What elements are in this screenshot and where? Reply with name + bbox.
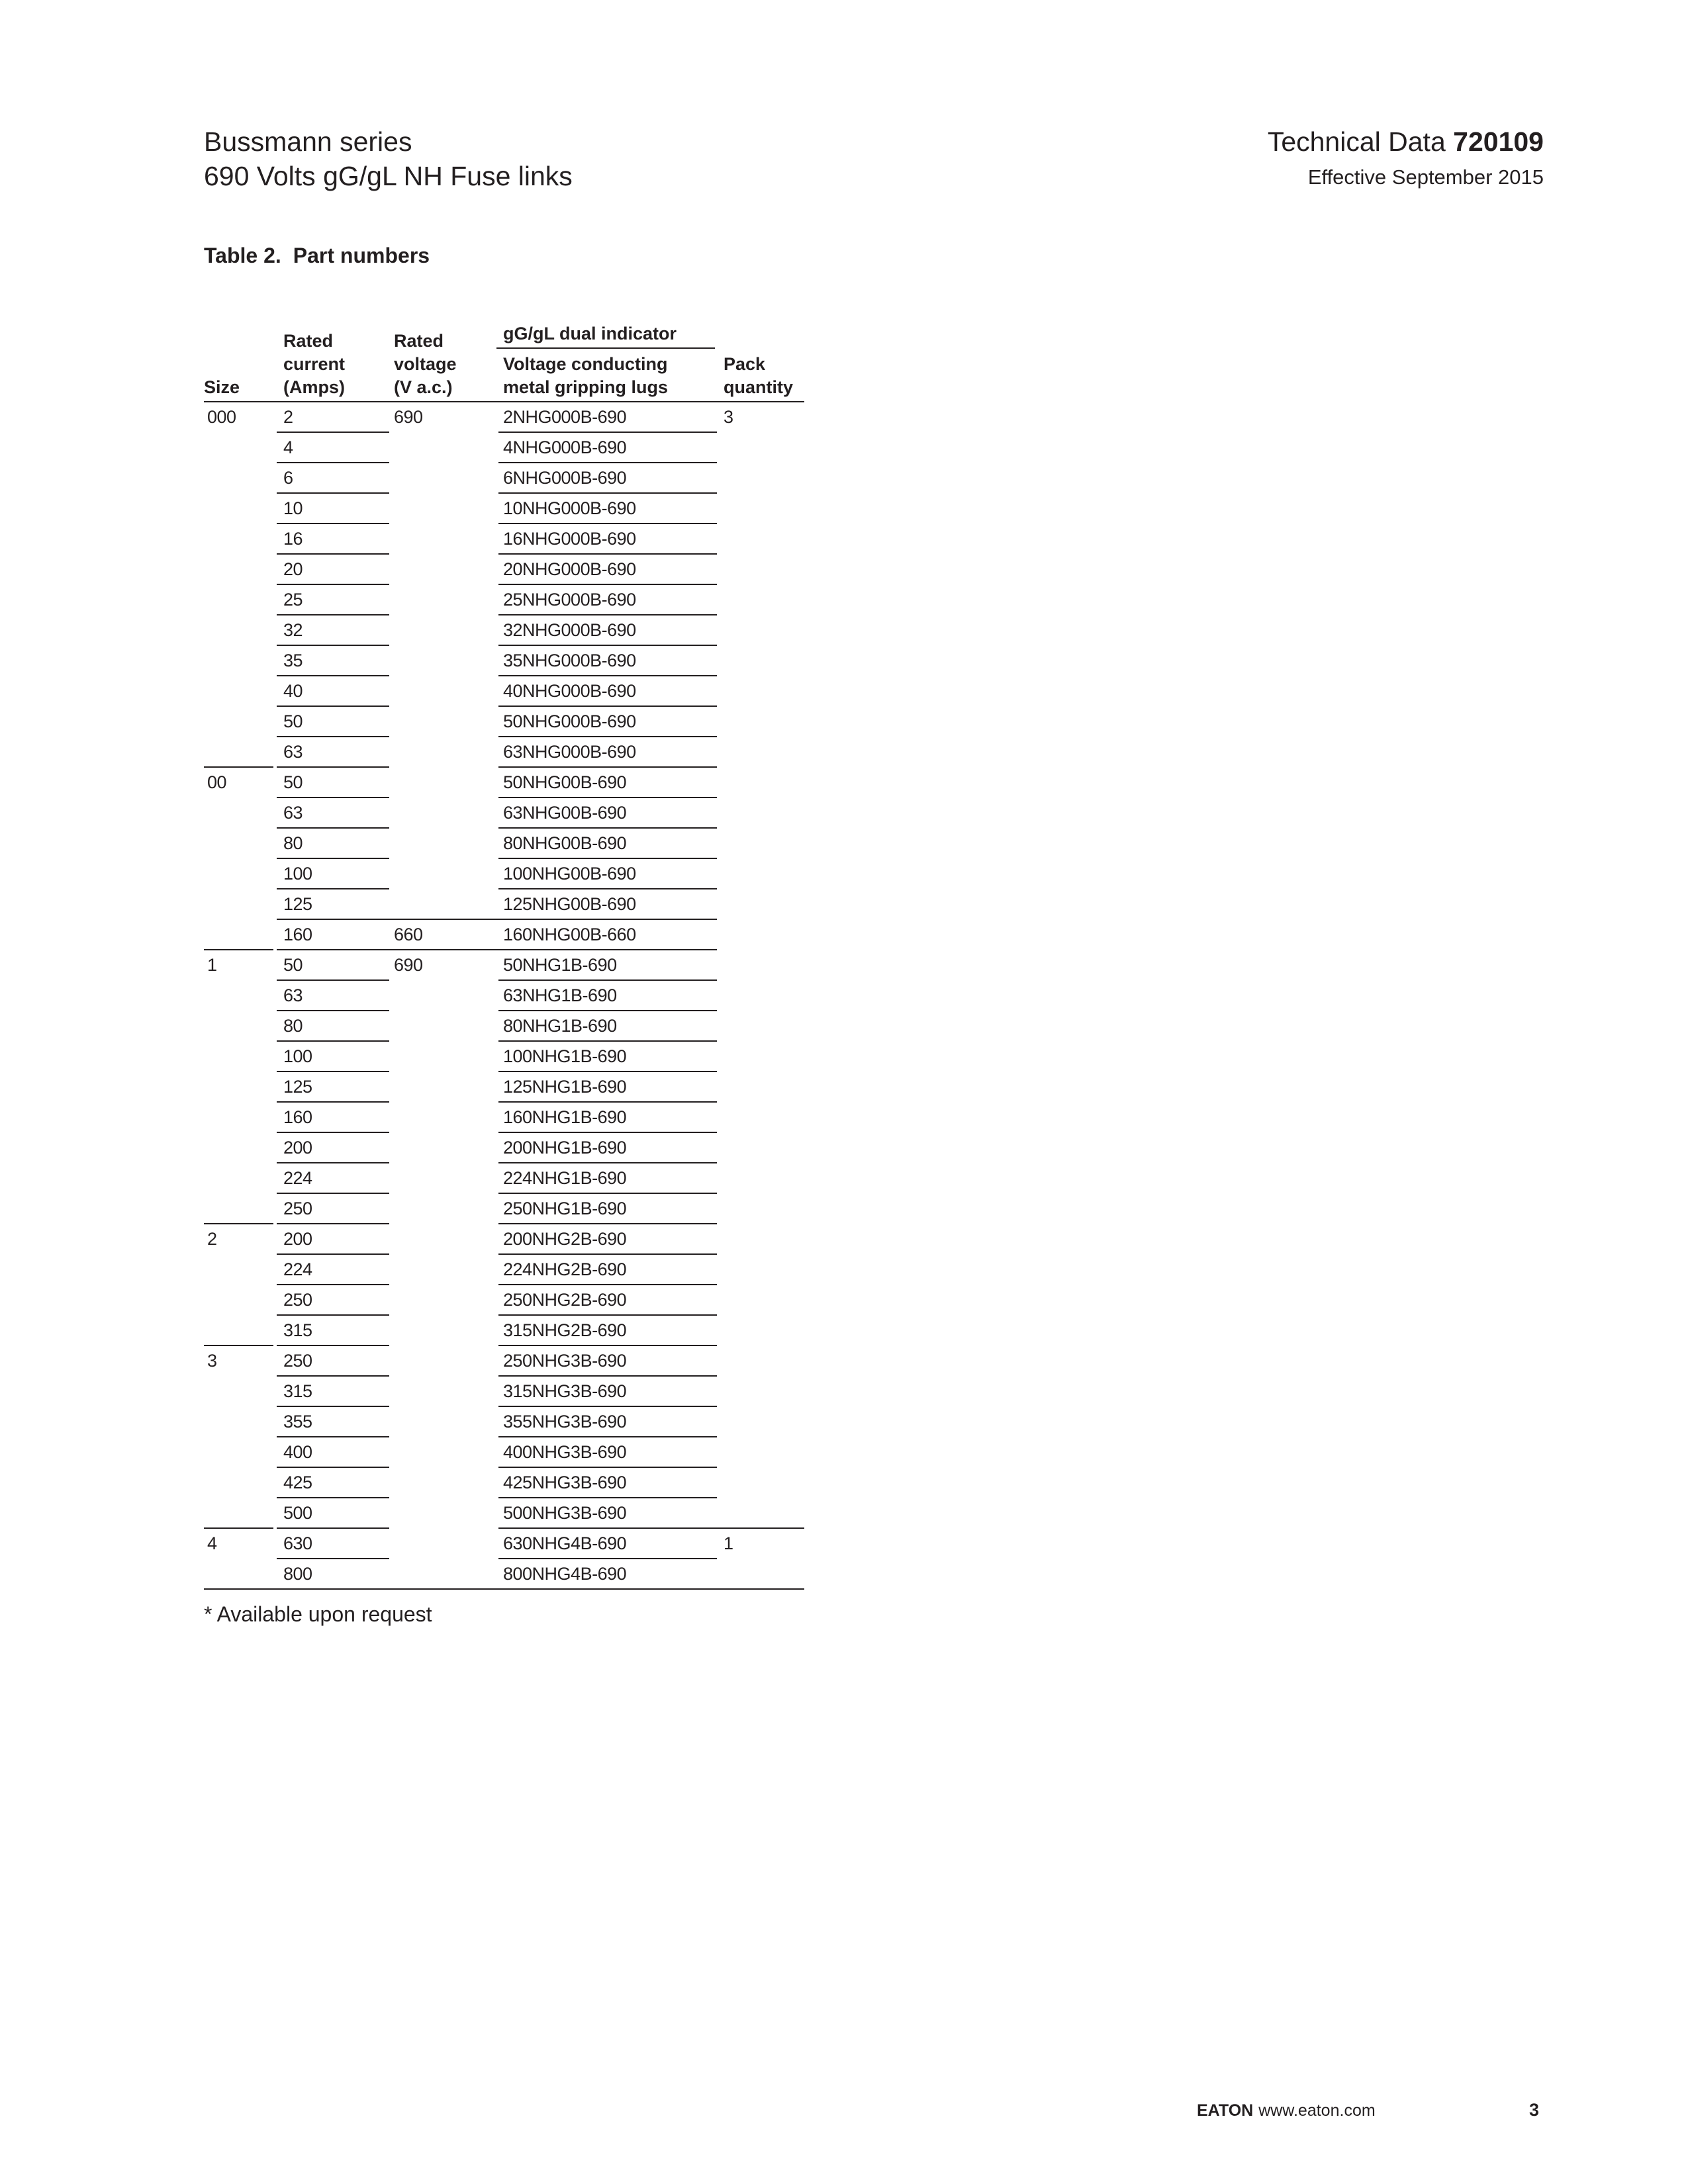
cell-part: 315NHG2B-690 — [503, 1320, 627, 1340]
cell-size — [207, 1133, 273, 1163]
technical-data-label — [1268, 124, 1544, 159]
table-number: Table 2. — [204, 244, 281, 267]
cell-pack — [724, 1468, 804, 1498]
cell-volts — [394, 615, 500, 646]
cell-volts — [394, 676, 500, 707]
cell-size — [207, 1498, 273, 1529]
cell-size — [207, 1194, 273, 1224]
cell-amps: 800 — [283, 1564, 312, 1584]
table-row — [204, 402, 804, 433]
table-row — [204, 859, 804, 889]
cell-part: 2NHG000B-690 — [503, 407, 627, 427]
cell-amps: 355 — [283, 1412, 312, 1432]
cell-size: 4 — [207, 1533, 217, 1553]
cell-size: 2 — [207, 1229, 217, 1249]
cell-size — [207, 798, 273, 829]
cell-pack — [724, 646, 804, 676]
cell-size — [207, 494, 273, 524]
table-name: Part numbers — [293, 244, 430, 267]
table-row — [204, 615, 804, 646]
cell-size — [207, 676, 273, 707]
cell-pack — [724, 829, 804, 859]
cell-size — [207, 585, 273, 615]
table-row — [204, 1133, 804, 1163]
cell-pack — [724, 1285, 804, 1316]
cell-size — [207, 859, 273, 889]
cell-pack — [724, 859, 804, 889]
cell-amps: 20 — [283, 559, 303, 579]
doc-label: Technical Data — [1267, 126, 1446, 157]
cell-size — [207, 1072, 273, 1103]
table-row — [204, 1042, 804, 1072]
table-row — [204, 1163, 804, 1194]
header-rated-voltage-line2: voltage — [394, 354, 457, 374]
cell-size — [207, 615, 273, 646]
cell-volts — [394, 737, 500, 768]
cell-pack — [724, 737, 804, 768]
cell-pack — [724, 707, 804, 737]
cell-part: 20NHG000B-690 — [503, 559, 636, 579]
cell-amps: 100 — [283, 1046, 312, 1066]
table-row — [204, 829, 804, 859]
table-row — [204, 1377, 804, 1407]
cell-volts — [394, 555, 500, 585]
cell-volts — [394, 798, 500, 829]
cell-pack — [724, 1316, 804, 1346]
cell-amps: 6 — [283, 468, 293, 488]
table-row — [204, 1224, 804, 1255]
header-rated-voltage — [394, 330, 457, 399]
table-row — [204, 585, 804, 615]
cell-amps: 400 — [283, 1442, 312, 1462]
cell-pack — [724, 1042, 804, 1072]
cell-pack — [724, 1011, 804, 1042]
header-group-divider — [496, 347, 715, 349]
cell-volts — [394, 1072, 500, 1103]
cell-part: 125NHG1B-690 — [503, 1077, 627, 1097]
table-row — [204, 463, 804, 494]
header-part-line1: Voltage conducting — [503, 354, 668, 374]
cell-pack — [724, 615, 804, 646]
cell-amps: 40 — [283, 681, 303, 701]
table-row — [204, 1255, 804, 1285]
header-pack-line1: Pack — [724, 354, 766, 374]
cell-size — [207, 1377, 273, 1407]
cell-amps: 50 — [283, 711, 303, 731]
cell-volts — [394, 1194, 500, 1224]
cell-amps: 2 — [283, 407, 293, 427]
cell-volts — [394, 585, 500, 615]
cell-part: 100NHG00B-690 — [503, 864, 636, 884]
cell-part: 63NHG00B-690 — [503, 803, 627, 823]
cell-amps: 250 — [283, 1199, 312, 1218]
cell-pack: 3 — [724, 407, 733, 427]
cell-part: 630NHG4B-690 — [503, 1533, 627, 1553]
table-row — [204, 494, 804, 524]
cell-size — [207, 524, 273, 555]
table-row — [204, 1498, 804, 1529]
cell-volts — [394, 1224, 500, 1255]
cell-part: 80NHG1B-690 — [503, 1016, 617, 1036]
cell-volts — [394, 859, 500, 889]
cell-part: 315NHG3B-690 — [503, 1381, 627, 1401]
cell-volts — [394, 1529, 500, 1559]
cell-size — [207, 555, 273, 585]
cell-volts — [394, 463, 500, 494]
cell-size: 1 — [207, 955, 217, 975]
header-part-number — [503, 353, 668, 399]
cell-part: 10NHG000B-690 — [503, 498, 636, 518]
doc-number: 720109 — [1453, 126, 1544, 157]
cell-part: 125NHG00B-690 — [503, 894, 636, 914]
cell-amps: 125 — [283, 894, 312, 914]
cell-amps: 315 — [283, 1381, 312, 1401]
cell-volts — [394, 889, 500, 920]
header-rated-current — [283, 330, 345, 399]
cell-pack — [724, 1437, 804, 1468]
cell-amps: 25 — [283, 590, 303, 610]
table-row — [204, 1072, 804, 1103]
cell-part: 63NHG000B-690 — [503, 742, 636, 762]
table-row — [204, 1559, 804, 1590]
cell-size — [207, 1255, 273, 1285]
cell-size — [207, 1011, 273, 1042]
cell-volts — [394, 1498, 500, 1529]
cell-part: 35NHG000B-690 — [503, 651, 636, 670]
cell-pack — [724, 1407, 804, 1437]
cell-part: 32NHG000B-690 — [503, 620, 636, 640]
page-footer — [1197, 2101, 1376, 2120]
cell-size — [207, 646, 273, 676]
document-header-left — [204, 124, 573, 193]
table-row — [204, 798, 804, 829]
footnote: * Available upon request — [204, 1602, 432, 1626]
cell-amps: 500 — [283, 1503, 312, 1523]
cell-volts — [394, 1437, 500, 1468]
cell-volts — [394, 981, 500, 1011]
table-row — [204, 1468, 804, 1498]
cell-volts: 660 — [394, 925, 423, 944]
cell-amps: 315 — [283, 1320, 312, 1340]
cell-amps: 50 — [283, 772, 303, 792]
cell-pack — [724, 1498, 804, 1529]
cell-pack — [724, 920, 804, 950]
table-row — [204, 524, 804, 555]
cell-part: 200NHG1B-690 — [503, 1138, 627, 1158]
cell-pack — [724, 585, 804, 615]
table-bottom-rule — [204, 1588, 804, 1590]
cell-amps: 4 — [283, 437, 293, 457]
table-row — [204, 1346, 804, 1377]
table-row — [204, 1285, 804, 1316]
cell-pack — [724, 494, 804, 524]
cell-amps: 100 — [283, 864, 312, 884]
cell-part: 200NHG2B-690 — [503, 1229, 627, 1249]
cell-part: 6NHG000B-690 — [503, 468, 627, 488]
cell-part: 50NHG1B-690 — [503, 955, 617, 975]
cell-amps: 16 — [283, 529, 303, 549]
header-rated-voltage-line3: (V a.c.) — [394, 377, 453, 397]
cell-size — [207, 1163, 273, 1194]
cell-part: 80NHG00B-690 — [503, 833, 627, 853]
series-name: Bussmann series — [204, 126, 412, 157]
cell-volts — [394, 524, 500, 555]
cell-size — [207, 889, 273, 920]
cell-amps: 32 — [283, 620, 303, 640]
cell-size — [207, 1285, 273, 1316]
cell-amps: 200 — [283, 1138, 312, 1158]
table-row — [204, 889, 804, 920]
table-row — [204, 1011, 804, 1042]
cell-part: 425NHG3B-690 — [503, 1473, 627, 1492]
header-part-line2: metal gripping lugs — [503, 377, 669, 397]
cell-volts — [394, 1407, 500, 1437]
table-row — [204, 1316, 804, 1346]
cell-amps: 224 — [283, 1259, 312, 1279]
cell-volts — [394, 1011, 500, 1042]
cell-pack — [724, 889, 804, 920]
cell-part: 50NHG00B-690 — [503, 772, 627, 792]
cell-volts — [394, 1346, 500, 1377]
cell-volts — [394, 707, 500, 737]
cell-amps: 63 — [283, 985, 303, 1005]
table-row — [204, 555, 804, 585]
header-rated-current-line1: Rated — [283, 331, 334, 351]
cell-size — [207, 1559, 273, 1590]
table-title — [204, 244, 442, 268]
cell-part: 50NHG000B-690 — [503, 711, 636, 731]
cell-part: 800NHG4B-690 — [503, 1564, 627, 1584]
cell-pack — [724, 1346, 804, 1377]
cell-size — [207, 1316, 273, 1346]
table-row — [204, 1529, 804, 1559]
cell-size — [207, 463, 273, 494]
cell-volts — [394, 1559, 500, 1590]
cell-size — [207, 433, 273, 463]
cell-volts — [394, 1133, 500, 1163]
header-rated-current-line3: (Amps) — [283, 377, 345, 397]
table-row — [204, 737, 804, 768]
cell-volts — [394, 433, 500, 463]
cell-amps: 160 — [283, 925, 312, 944]
cell-amps: 250 — [283, 1351, 312, 1371]
cell-part: 224NHG2B-690 — [503, 1259, 627, 1279]
cell-pack — [724, 1559, 804, 1590]
page-number: 3 — [1529, 2100, 1540, 2120]
cell-size — [207, 1437, 273, 1468]
header-rated-current-line2: current — [283, 354, 346, 374]
cell-amps: 63 — [283, 803, 303, 823]
cell-amps: 160 — [283, 1107, 312, 1127]
cell-pack — [724, 524, 804, 555]
cell-pack — [724, 433, 804, 463]
cell-pack — [724, 1194, 804, 1224]
cell-part: 25NHG000B-690 — [503, 590, 636, 610]
cell-part: 224NHG1B-690 — [503, 1168, 627, 1188]
cell-volts: 690 — [394, 407, 423, 427]
header-size: Size — [204, 377, 240, 397]
cell-amps: 630 — [283, 1533, 312, 1553]
cell-part: 250NHG1B-690 — [503, 1199, 627, 1218]
cell-volts — [394, 494, 500, 524]
cell-part: 16NHG000B-690 — [503, 529, 636, 549]
header-pack-quantity — [724, 353, 793, 399]
cell-size — [207, 1407, 273, 1437]
cell-size — [207, 1103, 273, 1133]
table-row — [204, 1407, 804, 1437]
cell-volts — [394, 1377, 500, 1407]
cell-amps: 63 — [283, 742, 303, 762]
cell-volts — [394, 829, 500, 859]
table-row — [204, 1103, 804, 1133]
cell-pack — [724, 1072, 804, 1103]
website-link[interactable]: www.eaton.com — [1258, 2101, 1376, 2120]
cell-part: 250NHG2B-690 — [503, 1290, 627, 1310]
cell-pack — [724, 555, 804, 585]
cell-part: 100NHG1B-690 — [503, 1046, 627, 1066]
cell-amps: 80 — [283, 833, 303, 853]
cell-part: 40NHG000B-690 — [503, 681, 636, 701]
table-row — [204, 646, 804, 676]
header-group-indicator: gG/gL dual indicator — [503, 324, 677, 343]
cell-pack — [724, 950, 804, 981]
cell-size: 00 — [207, 772, 227, 792]
cell-amps: 224 — [283, 1168, 312, 1188]
table-row — [204, 920, 804, 950]
cell-pack — [724, 1163, 804, 1194]
cell-pack — [724, 1103, 804, 1133]
table-row — [204, 707, 804, 737]
cell-size: 3 — [207, 1351, 217, 1371]
cell-part: 160NHG1B-690 — [503, 1107, 627, 1127]
cell-part: 160NHG00B-660 — [503, 925, 636, 944]
table-row — [204, 676, 804, 707]
cell-volts — [394, 1285, 500, 1316]
cell-volts — [394, 1163, 500, 1194]
cell-part: 4NHG000B-690 — [503, 437, 627, 457]
cell-amps: 50 — [283, 955, 303, 975]
cell-size: 000 — [207, 407, 236, 427]
cell-pack: 1 — [724, 1533, 733, 1553]
table-row — [204, 768, 804, 798]
cell-pack — [724, 768, 804, 798]
cell-volts — [394, 768, 500, 798]
cell-volts — [394, 1103, 500, 1133]
cell-volts — [394, 1255, 500, 1285]
header-pack-line2: quantity — [724, 377, 793, 397]
cell-pack — [724, 1133, 804, 1163]
cell-amps: 250 — [283, 1290, 312, 1310]
cell-pack — [724, 1255, 804, 1285]
cell-size — [207, 707, 273, 737]
cell-amps: 425 — [283, 1473, 312, 1492]
cell-pack — [724, 676, 804, 707]
table-row — [204, 950, 804, 981]
cell-volts — [394, 1468, 500, 1498]
cell-amps: 10 — [283, 498, 303, 518]
cell-part: 63NHG1B-690 — [503, 985, 617, 1005]
table-row — [204, 981, 804, 1011]
cell-size — [207, 981, 273, 1011]
cell-pack — [724, 463, 804, 494]
cell-part: 400NHG3B-690 — [503, 1442, 627, 1462]
brand-name: EATON — [1197, 2101, 1254, 2120]
cell-pack — [724, 981, 804, 1011]
cell-amps: 35 — [283, 651, 303, 670]
cell-part: 500NHG3B-690 — [503, 1503, 627, 1523]
cell-amps: 200 — [283, 1229, 312, 1249]
cell-volts — [394, 1316, 500, 1346]
cell-size — [207, 829, 273, 859]
cell-size — [207, 1042, 273, 1072]
table-row — [204, 1437, 804, 1468]
cell-volts: 690 — [394, 955, 423, 975]
table-row — [204, 1194, 804, 1224]
cell-amps: 80 — [283, 1016, 303, 1036]
cell-pack — [724, 1377, 804, 1407]
document-header-right — [1268, 124, 1544, 191]
cell-pack — [724, 798, 804, 829]
table-row — [204, 433, 804, 463]
cell-size — [207, 1468, 273, 1498]
cell-part: 250NHG3B-690 — [503, 1351, 627, 1371]
cell-size — [207, 920, 273, 950]
cell-amps: 125 — [283, 1077, 312, 1097]
header-rated-voltage-line1: Rated — [394, 331, 444, 351]
cell-size — [207, 737, 273, 768]
cell-volts — [394, 1042, 500, 1072]
cell-pack — [724, 1224, 804, 1255]
cell-part: 355NHG3B-690 — [503, 1412, 627, 1432]
effective-date: Effective September 2015 — [1307, 165, 1544, 189]
product-title: 690 Volts gG/gL NH Fuse links — [204, 161, 573, 191]
cell-volts — [394, 646, 500, 676]
